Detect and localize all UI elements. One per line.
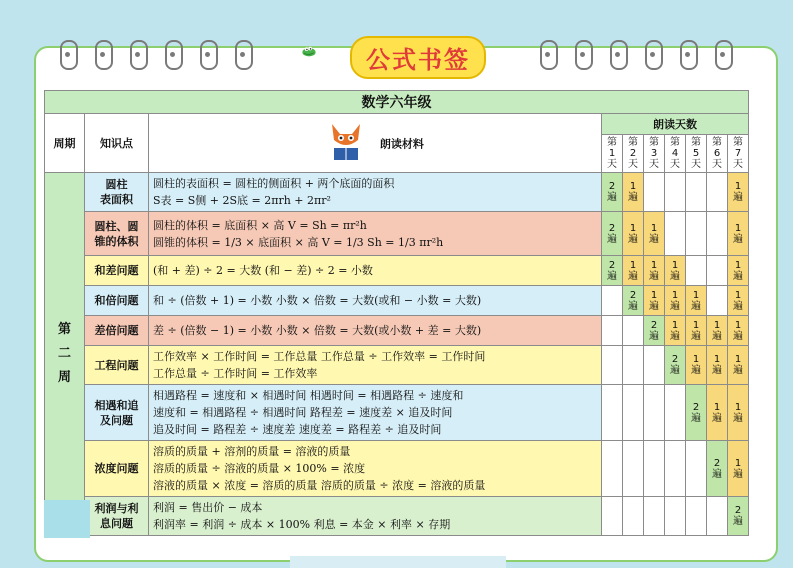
formula-line: 圆柱的表面积 = 圆柱的侧面积 + 两个底面的面积	[153, 177, 395, 190]
read-count: 2 遍	[623, 286, 644, 316]
formula-cell	[149, 173, 602, 212]
formula-line: (和 + 差) ÷ 2 = 大数 (和 − 差) ÷ 2 = 小数	[153, 264, 373, 277]
binder-ring-icon	[540, 40, 558, 70]
binder-ring-icon	[200, 40, 218, 70]
read-count: 1 遍	[707, 316, 728, 346]
day-header: 第 7 天	[728, 135, 749, 173]
formula-line: S表 = S侧 + 2S底 = 2πrh + 2πr²	[153, 194, 331, 207]
topic-cell: 圆柱 表面积	[85, 173, 149, 212]
binder-ring-icon	[130, 40, 148, 70]
read-count: 1 遍	[728, 256, 749, 286]
read-count: 1 遍	[707, 346, 728, 385]
formula-line: 溶液的质量 × 浓度 = 溶质的质量 溶质的质量 ÷ 浓度 = 溶液的质量	[153, 479, 486, 492]
formula-line: 差 ÷ (倍数 − 1) = 小数 小数 × 倍数 = 大数(或小数 + 差 = 大数)	[153, 324, 482, 337]
table-row	[45, 497, 749, 536]
empty-day-cell	[686, 173, 707, 212]
read-count: 2 遍	[602, 212, 623, 256]
empty-day-cell	[602, 497, 623, 536]
empty-day-cell	[602, 441, 623, 497]
read-count: 1 遍	[728, 385, 749, 441]
week-label: 第 二 周	[45, 173, 85, 536]
read-count: 1 遍	[686, 316, 707, 346]
formula-line: 相遇路程 = 速度和 × 相遇时间 相遇时间 = 相遇路程 ÷ 速度和	[153, 389, 464, 402]
formula-line: 工作总量 ÷ 工作时间 = 工作效率	[153, 367, 318, 380]
empty-day-cell	[686, 256, 707, 286]
formula-line: 利润 = 售出价 − 成本	[153, 501, 263, 514]
topic-cell: 圆柱、圆 锥的体积	[85, 212, 149, 256]
empty-day-cell	[644, 441, 665, 497]
empty-day-cell	[665, 173, 686, 212]
material-column-header	[149, 114, 602, 173]
week-column-header: 周期	[45, 114, 85, 173]
binder-ring-icon	[715, 40, 733, 70]
topic-cell: 工程问题	[85, 346, 149, 385]
read-count: 1 遍	[686, 346, 707, 385]
formula-cell	[149, 497, 602, 536]
topic-cell: 差倍问题	[85, 316, 149, 346]
read-count: 1 遍	[665, 316, 686, 346]
formula-cell	[149, 286, 602, 316]
topic-cell: 相遇和追 及问题	[85, 385, 149, 441]
read-count: 1 遍	[623, 256, 644, 286]
topic-cell: 利润与利 息问题	[85, 497, 149, 536]
formula-line: 溶质的质量 + 溶剂的质量 = 溶液的质量	[153, 445, 351, 458]
bottom-strip	[290, 556, 506, 568]
empty-day-cell	[707, 286, 728, 316]
empty-day-cell	[644, 497, 665, 536]
formula-cell	[149, 316, 602, 346]
read-count: 1 遍	[728, 173, 749, 212]
read-count: 1 遍	[644, 212, 665, 256]
binder-ring-icon	[60, 40, 78, 70]
table-row	[45, 346, 749, 385]
topic-cell: 和差问题	[85, 256, 149, 286]
read-count: 1 遍	[644, 256, 665, 286]
formula-line: 圆柱的体积 = 底面积 × 高 V = Sh = πr²h	[153, 218, 367, 232]
formula-cell	[149, 385, 602, 441]
read-count: 2 遍	[665, 346, 686, 385]
binder-ring-icon	[680, 40, 698, 70]
formula-line: 和 ÷ (倍数 + 1) = 小数 小数 × 倍数 = 大数(或和 − 小数 = 大数)	[153, 294, 482, 307]
formula-cell	[149, 256, 602, 286]
topic-column-header: 知识点	[85, 114, 149, 173]
table-row	[45, 212, 749, 256]
fox-reading-icon	[326, 120, 366, 167]
topic-cell: 浓度问题	[85, 441, 149, 497]
days-group-header: 朗读天数	[602, 114, 749, 135]
empty-day-cell	[707, 256, 728, 286]
formula-cell	[149, 212, 602, 256]
read-count: 2 遍	[644, 316, 665, 346]
read-count: 1 遍	[728, 441, 749, 497]
binder-ring-icon	[575, 40, 593, 70]
empty-day-cell	[644, 385, 665, 441]
read-count: 1 遍	[728, 316, 749, 346]
day-header: 第 5 天	[686, 135, 707, 173]
formula-line: 溶质的质量 ÷ 溶液的质量 × 100% = 浓度	[153, 462, 366, 475]
read-count: 1 遍	[728, 346, 749, 385]
formula-table	[44, 90, 749, 536]
empty-day-cell	[686, 441, 707, 497]
formula-line: 追及时间 = 路程差 ÷ 速度差 速度差 = 路程差 ÷ 追及时间	[153, 423, 442, 436]
read-count: 1 遍	[707, 385, 728, 441]
empty-day-cell	[602, 316, 623, 346]
formula-cell	[149, 346, 602, 385]
read-count: 1 遍	[665, 256, 686, 286]
read-count: 1 遍	[728, 212, 749, 256]
day-header: 第 2 天	[623, 135, 644, 173]
formula-line: 工作效率 × 工作时间 = 工作总量 工作总量 ÷ 工作效率 = 工作时间	[153, 350, 486, 363]
material-label: 朗读材料	[379, 137, 424, 150]
table-row	[45, 316, 749, 346]
page-title: 公式书签	[350, 36, 486, 79]
empty-day-cell	[686, 212, 707, 256]
topic-cell: 和倍问题	[85, 286, 149, 316]
day-header: 第 4 天	[665, 135, 686, 173]
formula-line: 圆锥的体积 = 1/3 × 底面积 × 高 V = 1/3 Sh = 1/3 πr²h	[153, 235, 444, 249]
binder-ring-icon	[235, 40, 253, 70]
read-count: 2 遍	[686, 385, 707, 441]
read-count: 1 遍	[665, 286, 686, 316]
day-header: 第 3 天	[644, 135, 665, 173]
empty-day-cell	[623, 385, 644, 441]
empty-day-cell	[686, 497, 707, 536]
empty-day-cell	[623, 497, 644, 536]
read-count: 1 遍	[686, 286, 707, 316]
read-count: 1 遍	[623, 212, 644, 256]
empty-day-cell	[707, 212, 728, 256]
empty-day-cell	[602, 385, 623, 441]
empty-day-cell	[665, 212, 686, 256]
table-row	[45, 256, 749, 286]
formula-cell	[149, 441, 602, 497]
formula-line: 利润率 = 利润 ÷ 成本 × 100% 利息 = 本金 × 利率 × 存期	[153, 518, 451, 531]
table-row	[45, 441, 749, 497]
table-row	[45, 385, 749, 441]
table-title: 数学六年级	[45, 91, 749, 114]
read-count: 1 遍	[644, 286, 665, 316]
binder-ring-icon	[645, 40, 663, 70]
day-header: 第 1 天	[602, 135, 623, 173]
empty-day-cell	[644, 173, 665, 212]
day-header: 第 6 天	[707, 135, 728, 173]
empty-day-cell	[665, 441, 686, 497]
corner-tab	[44, 500, 90, 538]
table-row	[45, 173, 749, 212]
empty-day-cell	[602, 286, 623, 316]
binder-ring-icon	[610, 40, 628, 70]
table-row	[45, 286, 749, 316]
empty-day-cell	[707, 173, 728, 212]
binder-ring-icon	[95, 40, 113, 70]
read-count: 2 遍	[602, 173, 623, 212]
empty-day-cell	[644, 346, 665, 385]
empty-day-cell	[623, 441, 644, 497]
empty-day-cell	[602, 346, 623, 385]
read-count: 1 遍	[623, 173, 644, 212]
empty-day-cell	[623, 346, 644, 385]
read-count: 1 遍	[728, 286, 749, 316]
binder-ring-icon	[165, 40, 183, 70]
empty-day-cell	[623, 316, 644, 346]
read-count: 2 遍	[728, 497, 749, 536]
formula-line: 速度和 = 相遇路程 ÷ 相遇时间 路程差 = 速度差 × 追及时间	[153, 406, 453, 419]
empty-day-cell	[707, 497, 728, 536]
read-count: 2 遍	[602, 256, 623, 286]
empty-day-cell	[665, 385, 686, 441]
read-count: 2 遍	[707, 441, 728, 497]
empty-day-cell	[665, 497, 686, 536]
